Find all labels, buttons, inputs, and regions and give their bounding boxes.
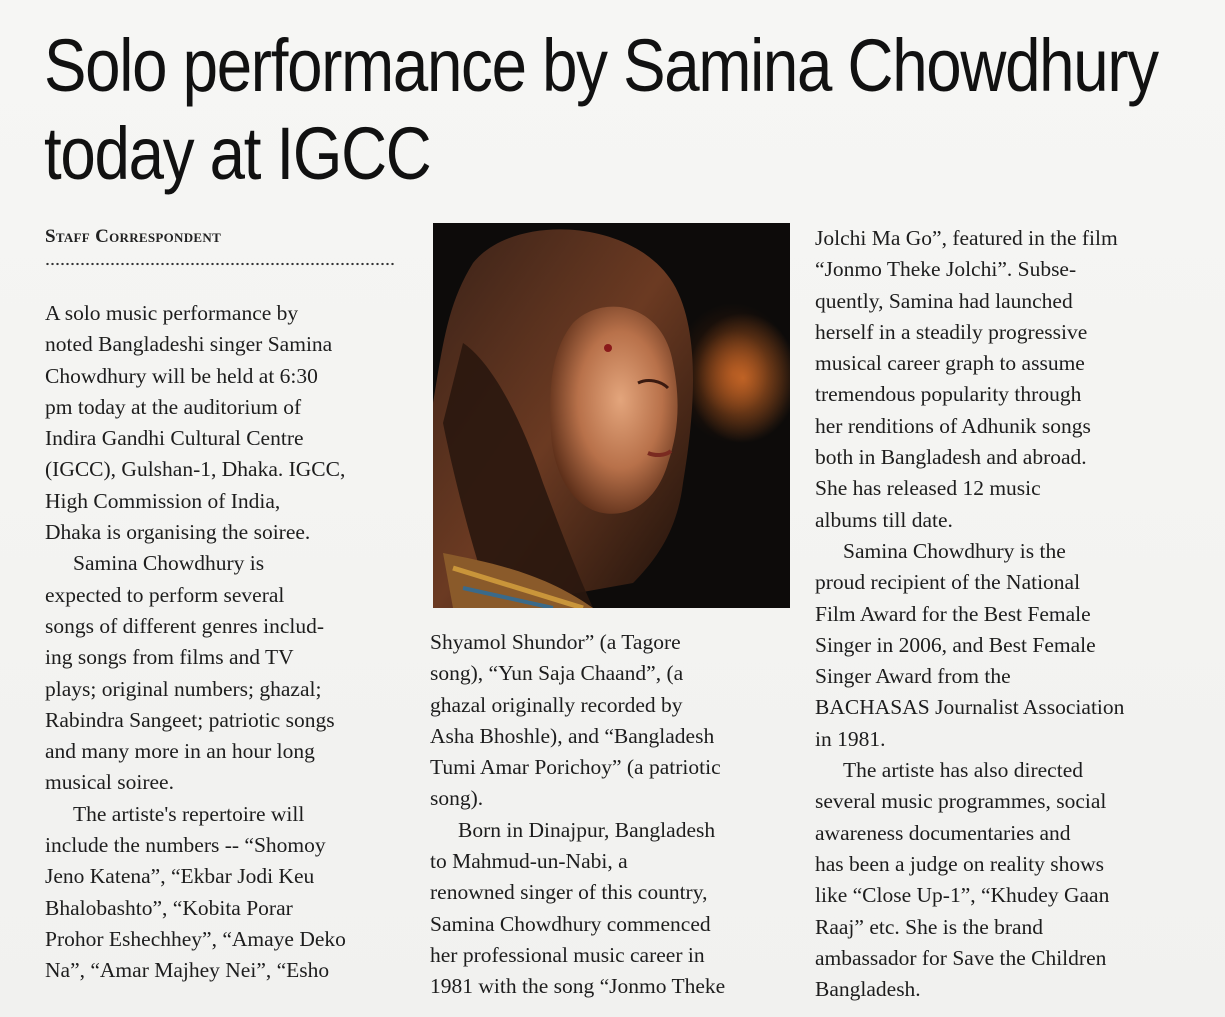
text-line: Chowdhury will be held at 6:30 (45, 363, 318, 388)
text-line: herself in a steadily progressive (815, 319, 1088, 344)
text-line: noted Bangladeshi singer Samina (45, 332, 333, 357)
article-column-1 (45, 298, 405, 987)
text-line: songs of different genres includ- (45, 613, 325, 638)
dotted-divider (45, 262, 395, 266)
text-line: ghazal originally recorded by (430, 692, 683, 717)
text-line: song), “Yun Saja Chaand”, (a (430, 661, 684, 686)
text-line: High Commission of India, (45, 488, 281, 513)
text-line: Born in Dinajpur, Bangladesh (458, 817, 716, 842)
text-line: Rabindra Sangeet; patriotic songs (45, 707, 335, 732)
text-line: Samina Chowdhury commenced (430, 911, 711, 936)
text-line: Bangladesh. (815, 977, 921, 1002)
text-line: in 1981. (815, 726, 886, 751)
text-line: Bhalobashto”, “Kobita Porar (45, 895, 293, 920)
text-line: albums till date. (815, 507, 953, 532)
text-line: Jeno Katena”, “Ekbar Jodi Keu (45, 864, 315, 889)
text-line: Jolchi Ma Go”, featured in the film (815, 226, 1118, 250)
text-line: musical career graph to assume (815, 351, 1085, 376)
text-line: She has released 12 music (815, 476, 1041, 501)
headline-line-1: Solo performance by Samina Chowdhury (44, 24, 1158, 107)
text-line: include the numbers -- “Shomoy (45, 833, 326, 858)
singer-portrait-photo (433, 223, 790, 608)
text-line: BACHASAS Journalist Association (815, 695, 1125, 720)
article-column-2 (430, 627, 790, 1003)
text-line: quently, Samina had launched (815, 288, 1073, 313)
text-line: The artiste's repertoire will (73, 801, 305, 826)
text-line: Asha Bhoshle), and “Bangladesh (430, 723, 715, 748)
text-line: Samina Chowdhury is (73, 551, 265, 576)
text-line: both in Bangladesh and abroad. (815, 445, 1087, 470)
text-line: musical soiree. (45, 770, 174, 795)
text-line: to Mahmud-un-Nabi, a (430, 849, 628, 874)
text-line: her renditions of Adhunik songs (815, 413, 1091, 438)
text-line: Indira Gandhi Cultural Centre (45, 426, 304, 451)
text-line: Singer Award from the (815, 664, 1011, 689)
article-headline (44, 22, 1158, 198)
text-line: renowned singer of this country, (430, 880, 708, 905)
text-line: ambassador for Save the Children (815, 945, 1107, 970)
text-line: 1981 with the song “Jonmo Theke (430, 974, 726, 999)
text-line: song). (430, 786, 484, 811)
text-line: Samina Chowdhury is the (843, 538, 1066, 563)
text-line: ing songs from films and TV (45, 645, 294, 670)
text-line: has been a judge on reality shows (815, 851, 1104, 876)
byline: Staff Correspondent (45, 226, 222, 247)
text-line: tremendous popularity through (815, 382, 1082, 407)
text-line: Na”, “Amar Majhey Nei”, “Esho (45, 958, 330, 983)
text-line: pm today at the auditorium of (45, 394, 302, 419)
text-line: her professional music career in (430, 942, 705, 967)
text-line: The artiste has also directed (843, 758, 1083, 783)
text-line: several music programmes, social (815, 789, 1107, 814)
text-line: Dhaka is organising the soiree. (45, 520, 311, 545)
text-line: like “Close Up-1”, “Khudey Gaan (815, 883, 1110, 908)
text-line: “Jonmo Theke Jolchi”. Subse- (815, 257, 1077, 282)
text-line: and many more in an hour long (45, 739, 315, 764)
text-line: Singer in 2006, and Best Female (815, 632, 1096, 657)
text-line: (IGCC), Gulshan-1, Dhaka. IGCC, (45, 457, 346, 482)
headline-line-2: today at IGCC (44, 112, 431, 195)
text-line: expected to perform several (45, 582, 285, 607)
portrait-photo-icon (433, 223, 790, 608)
text-line: Tumi Amar Porichoy” (a patriotic (430, 755, 721, 780)
text-line: awareness documentaries and (815, 820, 1071, 845)
text-line: proud recipient of the National (815, 570, 1081, 595)
text-line: Raaj” etc. She is the brand (815, 914, 1044, 939)
article-column-3 (815, 223, 1180, 1005)
text-line: plays; original numbers; ghazal; (45, 676, 322, 701)
text-line: Prohor Eshechhey”, “Amaye Deko (45, 926, 346, 951)
text-line: Shyamol Shundor” (a Tagore (430, 630, 681, 654)
text-line: A solo music performance by (45, 301, 299, 325)
text-line: Film Award for the Best Female (815, 601, 1091, 626)
